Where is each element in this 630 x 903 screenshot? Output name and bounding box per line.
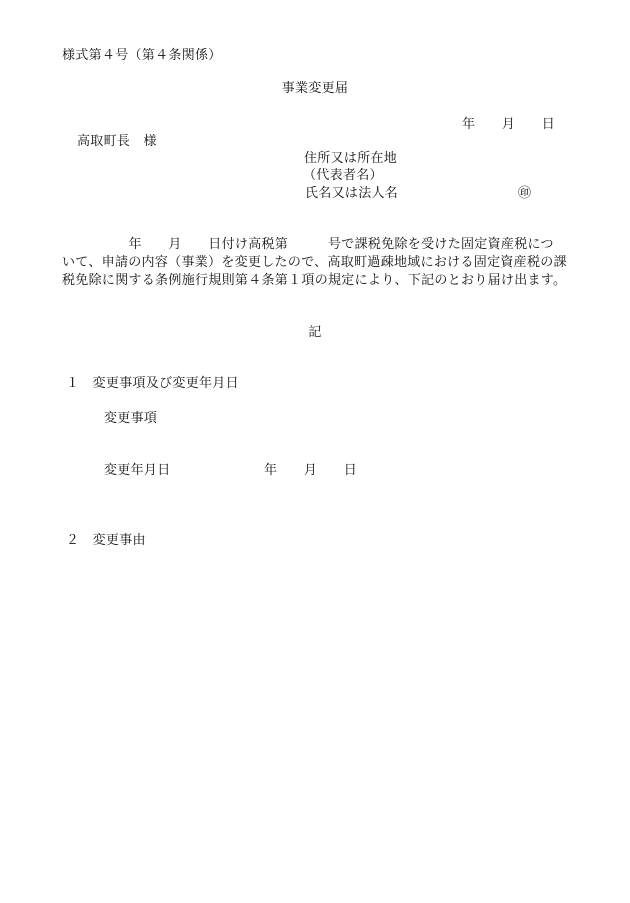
- item-1-heading: １ 変更事項及び変更年月日: [66, 376, 239, 391]
- address-label: 住所又は所在地: [304, 151, 398, 166]
- change-item-label: 変更事項: [104, 411, 158, 426]
- form-number: 様式第４号（第４条関係）: [62, 48, 222, 63]
- addressee: 高取町長 様: [77, 134, 157, 149]
- body-line: 年 月 日付け高税第 号で課税免除を受けた固定資産税につ: [62, 237, 554, 252]
- item-2-heading: ２ 変更事由: [66, 533, 146, 548]
- change-date-label: 変更年月日: [104, 463, 171, 478]
- note-heading: 記: [308, 325, 322, 340]
- body-line: 税免除に関する条例施行規則第４条第１項の規定により、下記のとおり届け出ます。: [62, 273, 567, 288]
- name-label: 氏名又は法人名: [305, 186, 399, 201]
- body-line: いて、申請の内容（事業）を変更したので、高取町過疎地域における固定資産税の課: [62, 255, 567, 270]
- representative-label: （代表者名）: [303, 168, 383, 183]
- document-title: 事業変更届: [281, 81, 349, 96]
- change-date-value: 年 月 日: [264, 463, 358, 478]
- submission-date: 年 月 日: [462, 117, 556, 132]
- seal-mark: ㊞: [518, 186, 532, 201]
